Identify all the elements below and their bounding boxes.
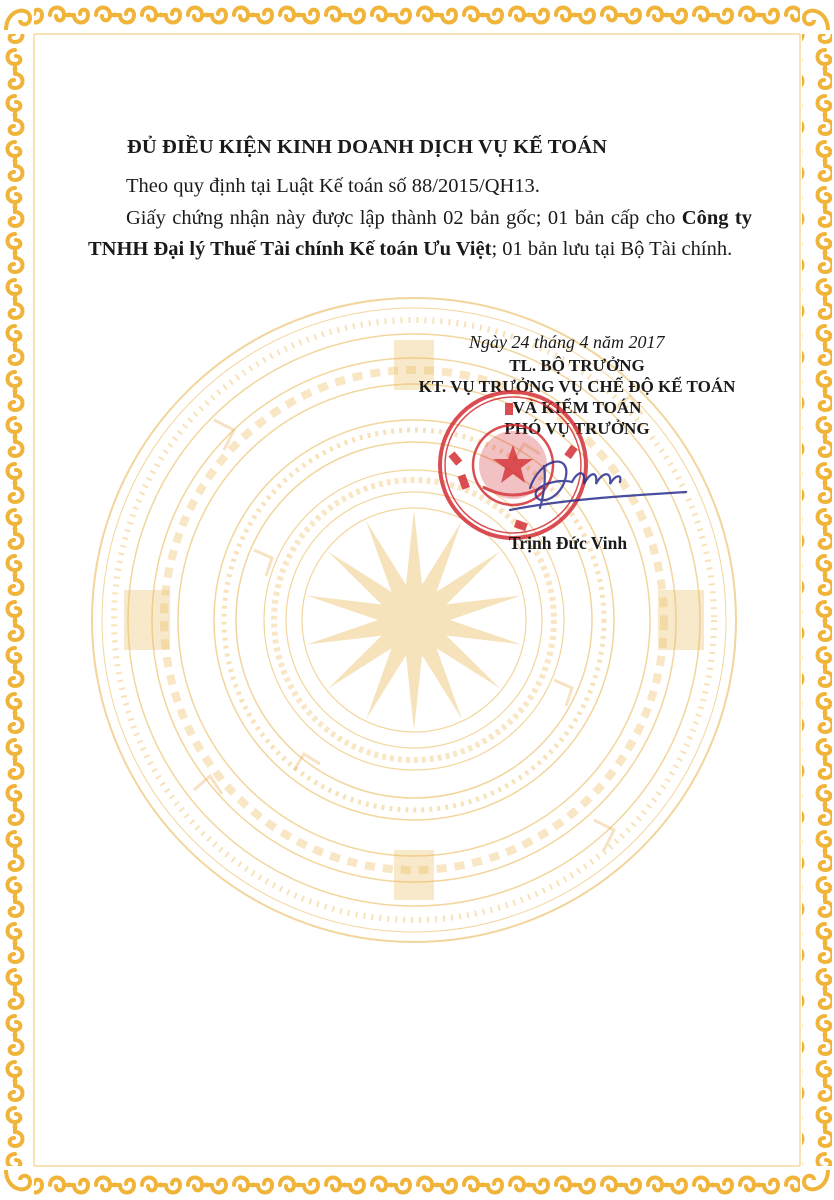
- signature-title-line-3: VÀ KIỂM TOÁN: [512, 398, 642, 417]
- law-reference-line: [88, 171, 752, 202]
- signature-title-line-2: KT. VỤ TRƯỞNG VỤ CHẾ ĐỘ KẾ TOÁN: [418, 377, 736, 396]
- signature-title-line-1: TL. BỘ TRƯỞNG: [509, 356, 645, 375]
- company-name: Công ty TNHH Đại lý Thuế Tài chính Kế toán Ưu Việt: [88, 207, 752, 260]
- copies-paragraph: [88, 203, 752, 265]
- signature-title-line-4: PHÓ VỤ TRƯỞNG: [504, 419, 650, 438]
- signature-date: Ngày 24 tháng 4 năm 2017: [469, 332, 665, 352]
- law-reference-text: Theo quy định tại Luật Kế toán số 88/2015/QH13.: [126, 175, 540, 197]
- copies-text-pre: Giấy chứng nhận này được lập thành 02 bản gốc; 01 bản cấp cho: [126, 207, 682, 229]
- copies-text-post: ; 01 bản lưu tại Bộ Tài chính.: [491, 238, 733, 260]
- handwritten-signature-icon: [500, 448, 690, 518]
- signer-name: Trịnh Đức Vinh: [509, 533, 628, 553]
- certificate-heading: ĐỦ ĐIỀU KIỆN KINH DOANH DỊCH VỤ KẾ TOÁN: [127, 136, 608, 158]
